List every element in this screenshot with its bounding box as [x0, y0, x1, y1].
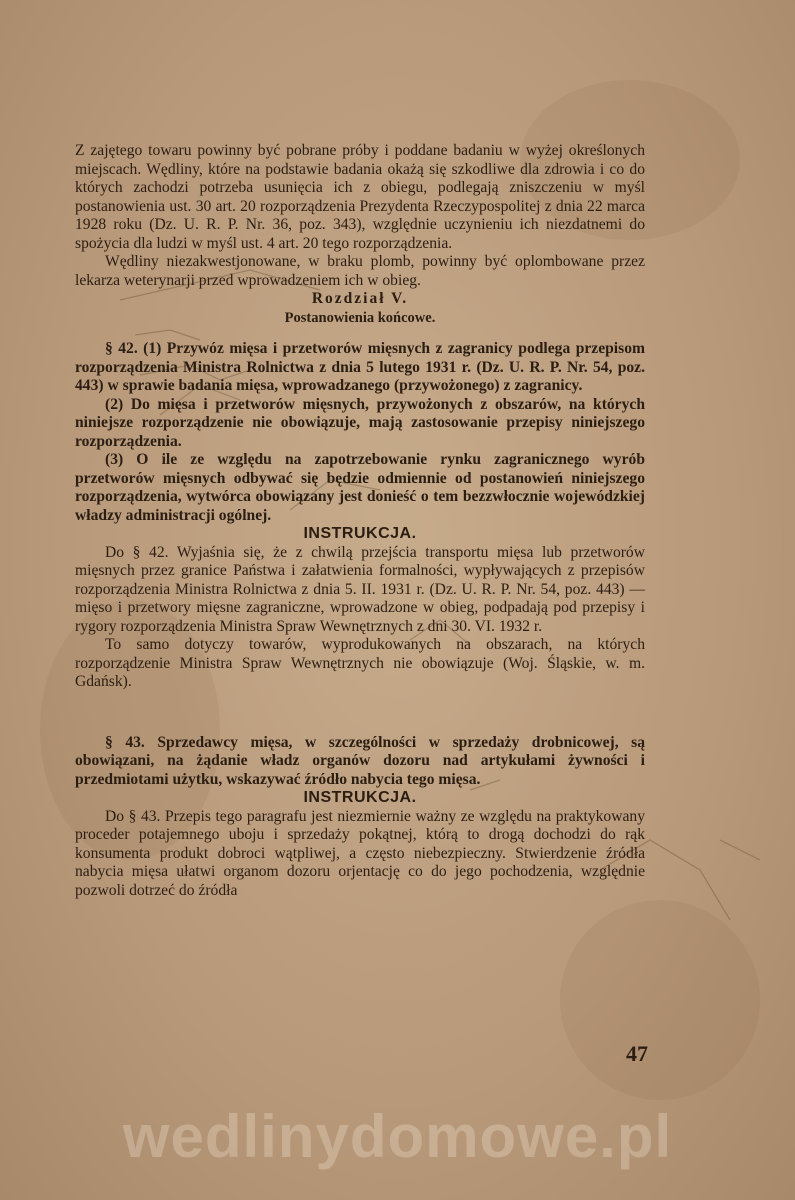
instruction-42-paragraph-1: Do § 42. Wyjaśnia się, że z chwilą przejścia transportu mięsa lub przetworów mięsnych przez granice Państwa i załatwienia formalności, wypływających z przepisów rozporządzenia Ministra Rolnictwa z dnia 5. II. 1931 r. (Dz. U. R. P. Nr. 54, poz. 443) — mięso i przetwory mięsne zagraniczne, wprowadzone w obieg, podpadają pod przepisy i rygory rozporządzenia Ministra Spraw Wewnętrznych z dni 30. VI. 1932 r.	[75, 543, 645, 635]
section-42-paragraph-2: (2) Do mięsa i przetworów mięsnych, przywożonych z obszarów, na których niniejsze rozporządzenie nie obowiązuje, mają zastosowanie przepisy niniejszego rozporządzenia.	[75, 395, 645, 450]
instruction-42-paragraph-2: To samo dotyczy towarów, wyprodukowanych na obszarach, na których rozporządzenie Ministra Spraw Wewnętrznych nie obowiązuje (Woj. Śląskie, w. m. Gdańsk).	[75, 636, 645, 690]
instrukcja-heading: INSTRUKCJA.	[303, 525, 417, 542]
chapter-title: Rozdział V.	[311, 290, 409, 307]
section-42-paragraph-3: (3) O ile ze względu na zapotrzebowanie rynku zagranicznego wyrób przetworów mięsnych odbywać się będzie odmiennie od postanowień niniejszego rozporządzenia, wytwórca obowiązany jest donieść o tem bezzwłocznie wojewódzkiej władzy administracji ogólnej.	[75, 451, 645, 524]
watermark: wedlinydomowe.pl	[122, 1103, 673, 1170]
instrukcja-heading: INSTRUKCJA.	[303, 789, 417, 806]
document-body	[75, 142, 645, 900]
paragraph-wedliny: Wędliny niezakwestjonowane, w braku plomb, powinny być oplombowane przez lekarza weterynarji przed wprowadzeniem ich w obieg.	[75, 253, 645, 289]
section-43-paragraph: § 43. Sprzedawcy mięsa, w szczególności w sprzedaży drobnicowej, są obowiązani, na żądanie władz organów dozoru nad artykułami żywności i przedmiotami użytku, wskazywać źródło nabycia tego mięsa.	[75, 733, 645, 788]
page-number: 47	[626, 1041, 648, 1066]
instruction-43-paragraph: Do § 43. Przepis tego paragrafu jest niezmiernie ważny ze względu na praktykowany proceder potajemnego uboju i sprzedaży pokątnej, którą to drogą dochodzi do rąk konsumenta produkt dobroci wątpliwej, a często niebezpieczny. Stwierdzenie źródła nabycia mięsa ułatwi organom dozoru orjentację co do jego pochodzenia, względnie pozwoli dotrzeć do źródła	[75, 807, 645, 899]
paragraph-intro: Z zajętego towaru powinny być pobrane próby i poddane badaniu w wyżej określonych miejscach. Wędliny, które na podstawie badania okażą się szkodliwe dla zdrowia i co do których zachodzi potrzeba usunięcia ich z obiegu, podlegają zniszczeniu w myśl postanowienia ust. 30 art. 20 rozporządzenia Prezydenta Rzeczypospolitej z dnia 22 marca 1928 roku (Dz. U. R. P. Nr. 36, poz. 343), względnie uczynieniu ich niezdatnemi do spożycia dla ludzi w myśl ust. 4 art. 20 tego rozporządzenia.	[75, 142, 645, 252]
chapter-subtitle: Postanowienia końcowe.	[284, 309, 436, 326]
section-42-paragraph-1: § 42. (1) Przywóz mięsa i przetworów mięsnych z zagranicy podlega przepisom rozporządzenia Ministra Rolnictwa z dnia 5 lutego 1931 r. (Dz. U. R. P. Nr. 54, poz. 443) w sprawie badania mięsa, wprowadzanego (przywożonego) z zagranicy.	[75, 340, 645, 394]
